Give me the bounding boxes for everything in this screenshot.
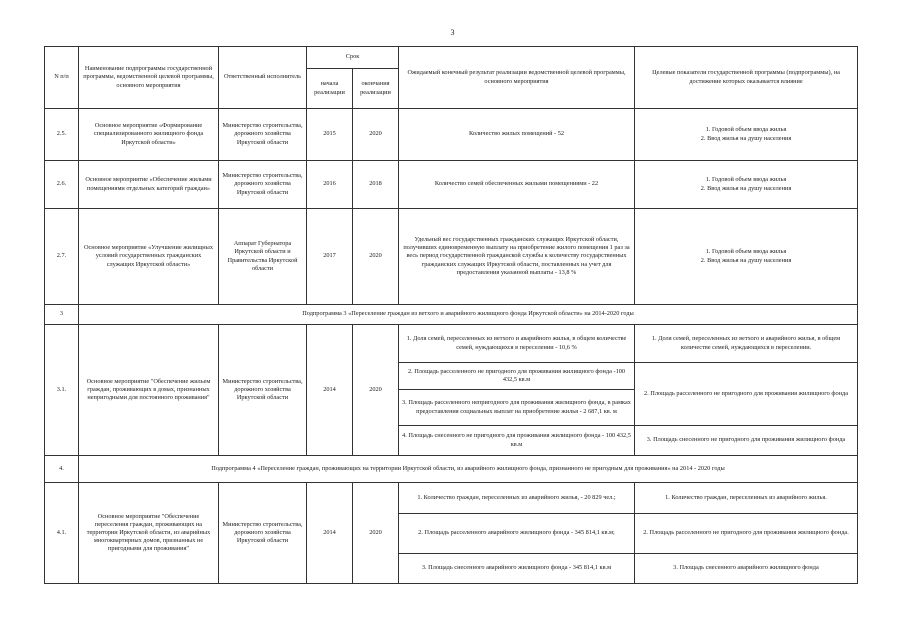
row-name: Основное мероприятие "Обеспечение жильем граждан, проживающих в домах, признанных непригодными для постоянного проживания" xyxy=(79,325,219,456)
row-targets xyxy=(635,109,858,161)
row-executor: Министерство строительства, дорожного хозяйства Иркутской области xyxy=(219,109,307,161)
header-row xyxy=(45,47,858,69)
table-row xyxy=(45,109,858,161)
header-term: Срок xyxy=(307,47,399,69)
row-name: Основное мероприятие «Улучшение жилищных условий государственных гражданских служащих Иркутской области» xyxy=(79,209,219,305)
header-targets: Целевые показатели государственной программы (подпрограммы), на достижение которых оказывается влияние xyxy=(635,47,858,109)
row-result: 1. Количество граждан, переселенных из аварийного жилья, - 20 829 чел.; xyxy=(399,483,635,514)
header-start: начала реализации xyxy=(307,69,353,109)
target-line: 2. Ввод жилья на душу населения xyxy=(700,256,792,264)
table-row xyxy=(45,209,858,305)
row-num: 4.1. xyxy=(45,483,79,584)
row-start: 2017 xyxy=(307,209,353,305)
target-line: 2. Ввод жилья на душу населения xyxy=(700,184,792,192)
row-targets xyxy=(635,209,858,305)
row-result: Количество жилых помещений - 52 xyxy=(399,109,635,161)
page-number: 3 xyxy=(450,28,455,37)
row-result: 4. Площадь снесенного не пригодного для проживания жилищного фонда - 100 432,5 кв.м xyxy=(399,426,635,456)
table-row xyxy=(45,161,858,209)
row-name: Основное мероприятие «Обеспечение жилыми помещениями отдельных категорий граждан» xyxy=(79,161,219,209)
row-executor: Министерство строительства, дорожного хозяйства Иркутской области xyxy=(219,483,307,584)
row-result: Удельный вес государственных гражданских служащих Иркутской области, получивших единовременную выплату на приобретение жилого помещения 1 раз за весь период государственной гражданской службы к количеству государственных гражданских служащих Иркутской области, поставленных на учет для предоставления указанной выплаты - 13,8 % xyxy=(399,209,635,305)
row-target: 3. Площадь снесенного не пригодного для проживания жилищного фонда xyxy=(635,426,858,456)
header-result: Ожидаемый конечный результат реализации ведомственной целевой программы, основного мероприятия xyxy=(399,47,635,109)
row-executor: Министерство строительства, дорожного хозяйства Иркутской области xyxy=(219,325,307,456)
row-end: 2020 xyxy=(353,483,399,584)
section-row xyxy=(45,456,858,483)
target-line: 2. Ввод жилья на душу населения xyxy=(700,134,792,142)
row-end: 2018 xyxy=(353,161,399,209)
row-targets xyxy=(635,161,858,209)
row-start: 2014 xyxy=(307,325,353,456)
row-num: 2.5. xyxy=(45,109,79,161)
section-num: 4. xyxy=(45,456,79,483)
header-executor: Ответственный исполнитель xyxy=(219,47,307,109)
row-num: 2.7. xyxy=(45,209,79,305)
row-result: 2. Площадь расселенного не пригодного для проживания жилищного фонда -100 432,5 кв.м xyxy=(399,363,635,390)
row-end: 2020 xyxy=(353,325,399,456)
row-num: 2.6. xyxy=(45,161,79,209)
table-row xyxy=(45,325,858,363)
section-title: Подпрограмма 3 «Переселение граждан из ветхого и аварийного жилищного фонда Иркутской области» на 2014-2020 годы xyxy=(79,305,858,325)
header-name: Наименование подпрограммы государственной программы, ведомственной целевой программы, основного мероприятия xyxy=(79,47,219,109)
row-start: 2014 xyxy=(307,483,353,584)
row-start: 2015 xyxy=(307,109,353,161)
row-executor: Аппарат Губернатора Иркутской области и Правительства Иркутской области xyxy=(219,209,307,305)
table-row xyxy=(45,483,858,514)
header-end: окончания реализации xyxy=(353,69,399,109)
row-result: 3. Площадь снесенного аварийного жилищного фонда - 345 814,1 кв.м xyxy=(399,554,635,584)
row-name: Основное мероприятие «Формирование специализированного жилищного фонда Иркутской области» xyxy=(79,109,219,161)
row-end: 2020 xyxy=(353,109,399,161)
row-target: 1. Доля семей, переселенных из ветхого и аварийного жилья, в общем количестве семей, нуждающихся в переселении. xyxy=(635,325,858,363)
target-line: 1. Годовой объем ввода жилья xyxy=(705,248,787,256)
section-num: 3 xyxy=(45,305,79,325)
row-name: Основное мероприятие "Обеспечение переселения граждан, проживающих на территории Иркутской области, из аварийных многоквартирных домов, признанных не пригодными для проживания" xyxy=(79,483,219,584)
row-result: 3. Площадь расселенного непригодного для проживания жилищного фонда, в рамках предоставления социальных выплат на приобретение жилья - 2 687,1 кв. м xyxy=(399,390,635,426)
row-result: 2. Площадь расселенного аварийного жилищного фонда - 345 814,1 кв.м; xyxy=(399,514,635,554)
target-line: 1. Годовой объем ввода жилья xyxy=(705,126,787,134)
row-num: 3.1. xyxy=(45,325,79,456)
row-start: 2016 xyxy=(307,161,353,209)
section-title: Подпрограмма 4 «Переселение граждан, проживающих на территории Иркутской области, из аварийного жилищного фонда, признанного не пригодным для проживания» на 2014 - 2020 годы xyxy=(79,456,858,483)
header-num: N п/п xyxy=(45,47,79,109)
program-table xyxy=(44,46,858,584)
row-executor: Министерство строительства, дорожного хозяйства Иркутской области xyxy=(219,161,307,209)
row-target: 3. Площадь снесенного аварийного жилищного фонда xyxy=(635,554,858,584)
row-end: 2020 xyxy=(353,209,399,305)
row-target: 1. Количество граждан, переселенных из аварийного жилья. xyxy=(635,483,858,514)
row-target: 2. Площадь расселенного не пригодного для проживания жилищного фонда. xyxy=(635,514,858,554)
row-result: 1. Доля семей, переселенных из ветхого и аварийного жилья, в общем количестве семей, нуждающихся в переселении - 10,6 % xyxy=(399,325,635,363)
row-target: 2. Площадь расселенного не пригодного для проживания жилищного фонда xyxy=(635,363,858,426)
row-result: Количество семей обеспеченных жилыми помещениями - 22 xyxy=(399,161,635,209)
section-row xyxy=(45,305,858,325)
target-line: 1. Годовой объем ввода жилья xyxy=(705,176,787,184)
